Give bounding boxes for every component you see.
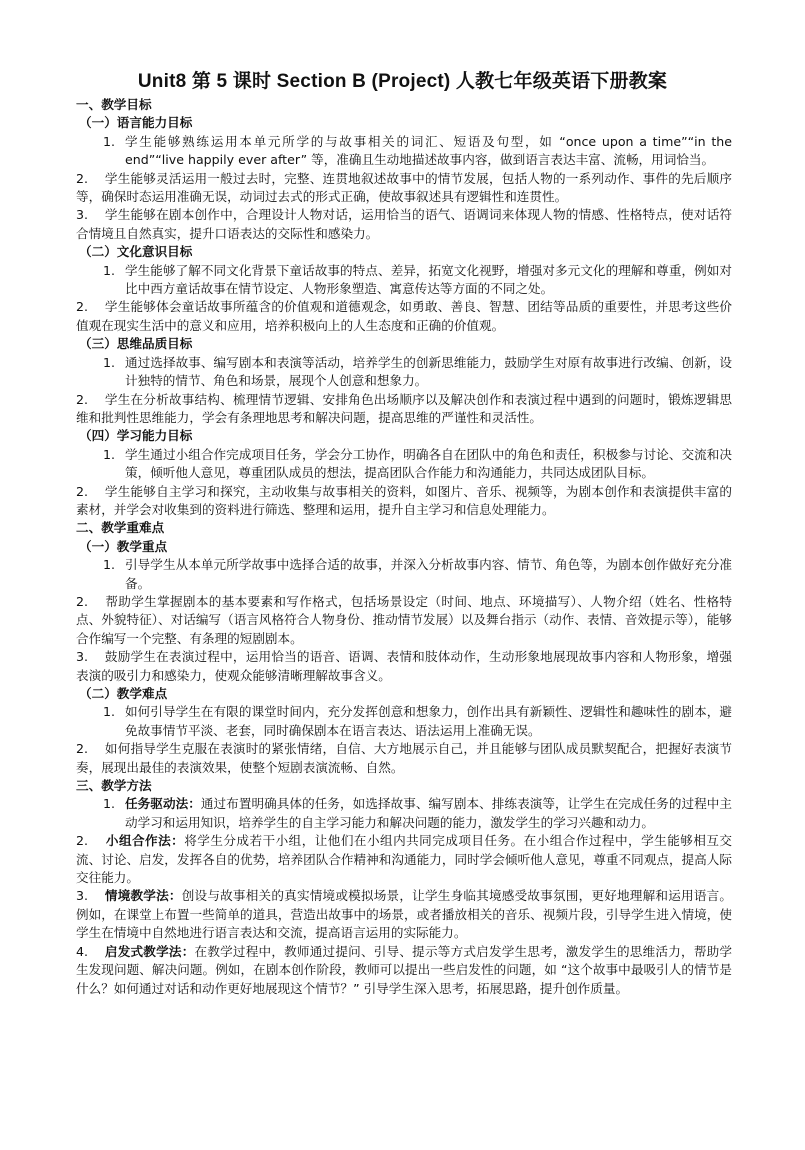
list-number: 4. <box>76 943 89 959</box>
paragraph <box>76 206 732 243</box>
paragraph <box>76 887 732 942</box>
subsection-heading: （二）文化意识目标 <box>79 244 193 260</box>
list-number: 2. <box>76 833 89 849</box>
list-number: 2. <box>76 299 89 315</box>
paragraph <box>76 943 732 998</box>
paragraph-text: 学生能够在剧本创作中，合理设计人物对话，运用恰当的语气、语调词来体现人物的情感、性格特点，使对话符合情境且自然真实，提升口语表达的交际性和感染力。 <box>76 207 733 241</box>
list-number: 3. <box>76 207 89 223</box>
paragraph <box>76 832 732 887</box>
list-number: 3. <box>76 888 89 904</box>
page-title: Unit8 第 5 课时 Section B (Project) 人教七年级英语下册教案 <box>137 71 668 92</box>
paragraph <box>76 483 732 520</box>
method-name: 小组合作法： <box>105 833 185 849</box>
paragraph <box>76 298 732 335</box>
list-text: 通过选择故事、编写剧本和表演等活动，培养学生的创新思维能力，鼓励学生对原有故事进行改编、创新，设计独特的情节、角色和场景，展现个人创意和想象力。 <box>125 354 732 389</box>
list-text: 学生能够了解不同文化背景下童话故事的特点、差异，拓宽文化视野，增强对多元文化的理解和尊重，例如对比中西方童话故事在情节设定、人物形象塑造、寓意传达等方面的不同之处。 <box>125 262 732 297</box>
subsection-heading: （二）教学难点 <box>79 686 168 701</box>
list-number: 1. <box>102 446 115 462</box>
list-text <box>123 795 732 832</box>
paragraph <box>76 648 732 685</box>
subsection-heading: （一）语言能力目标 <box>79 115 193 131</box>
paragraph-text: 学生在分析故事结构、梳理情节逻辑、安排角色出场顺序以及解决创作和表演过程中遇到的问题时，锻炼逻辑思维和批判性思维能力，学会有条理地思考和解决问题，提高思维的严谨性和灵活性。 <box>76 391 733 425</box>
paragraph-text: 如何指导学生克服在表演时的紧张情绪，自信、大方地展示自己，并且能够与团队成员默契配合，把握好表演节奏，展现出最佳的表演效果，使整个短剧表演流畅、自然。 <box>76 741 733 775</box>
paragraph-text: 学生能够体会童话故事所蕴含的价值观和道德观念，如勇敢、善良、智慧、团结等品质的重要性，并思考这些价值观在现实生活中的意义和应用，培养积极向上的人生态度和正确的价值观。 <box>76 299 733 333</box>
paragraph-text: 鼓励学生在表演过程中，运用恰当的语音、语调、表情和肢体动作，生动形象地展现故事内容和人物形象，增强表演的吸引力和感染力，使观众能够清晰理解故事含义。 <box>76 649 733 683</box>
subsection-heading: （一）教学重点 <box>79 538 168 554</box>
list-number: 3. <box>76 649 89 665</box>
list-item <box>79 446 732 483</box>
paragraph <box>76 740 732 777</box>
method-name: 任务驱动法： <box>125 796 201 812</box>
list-number: 2. <box>76 170 89 186</box>
list-number: 1. <box>102 262 115 278</box>
method-description: 在教学过程中，教师通过提问、引导、提示等方式启发学生思考，激发学生的思维活力，帮助学生发现问题、解决问题。例如，在剧本创作阶段，教师可以提出一些启发性的问题，如 “这个故事中最吸引人的情节是什么？如何通过对话和动作更好地展现这个情节？” 引导学生深入思考，拓展思路，提升创作质量。 <box>76 943 733 996</box>
list-text: 学生能够熟练运用本单元所学的与故事相关的词汇、短语及句型，如 “once upon a time”“in the end”“live happily ever after” 等，准确且生动地描述故事内容，做到语言表达丰富、流畅，用词恰当。 <box>125 133 732 168</box>
list-item <box>79 703 732 740</box>
paragraph-text: 学生能够灵活运用一般过去时，完整、连贯地叙述故事中的情节发展，包括人物的一系列动作、事件的先后顺序等，确保时态运用准确无误，动词过去式的形式正确，使故事叙述具有逻辑性和连贯性。 <box>76 170 733 205</box>
section-heading: 二、教学重难点 <box>76 520 165 536</box>
list-number: 1. <box>102 796 115 812</box>
paragraph-text: 学生能够自主学习和探究，主动收集与故事相关的资料，如图片、音乐、视频等，为剧本创作和表演提供丰富的素材，并学会对收集到的资料进行筛选、整理和运用，提升自主学习和信息处理能力。 <box>76 483 733 517</box>
list-number: 1. <box>102 133 115 149</box>
section-heading: 三、教学方法 <box>76 778 152 794</box>
subsection-heading: （四）学习能力目标 <box>79 428 193 444</box>
list-item <box>79 556 732 593</box>
list-item <box>79 354 732 391</box>
list-text: 学生通过小组合作完成项目任务，学会分工协作，明确各自在团队中的角色和责任，积极参与讨论、交流和决策，倾听他人意见，尊重团队成员的想法，提高团队合作能力和沟通能力，共同达成团队目标。 <box>125 446 732 481</box>
paragraph <box>76 391 732 428</box>
paragraph <box>76 593 732 648</box>
list-number: 2. <box>76 741 89 757</box>
list-number: 2. <box>76 483 89 499</box>
list-number: 1. <box>102 704 115 720</box>
method-description: 通过布置明确具体的任务，如选择故事、编写剧本、排练表演等，让学生在完成任务的过程中主动学习和运用知识，培养学生的自主学习能力和解决问题的能力，激发学生的学习兴趣和动力。 <box>125 796 733 830</box>
list-item <box>79 133 732 170</box>
list-number: 2. <box>76 593 89 609</box>
method-name: 情境教学法： <box>104 888 182 904</box>
subsection-heading: （三）思维品质目标 <box>79 336 193 352</box>
list-number: 1. <box>102 354 115 370</box>
document-body <box>76 96 732 998</box>
method-description: 将学生分成若干小组，让他们在小组内共同完成项目任务。在小组合作过程中，学生能够相互交流、讨论、启发，发挥各自的优势，培养团队合作精神和沟通能力，同时学会倾听他人意见，尊重不同观点，提高人际交往能力。 <box>76 833 733 886</box>
list-item <box>79 262 732 299</box>
list-text: 引导学生从本单元所学故事中选择合适的故事，并深入分析故事内容、情节、角色等，为剧本创作做好充分准备。 <box>125 557 732 591</box>
paragraph-text: 帮助学生掌握剧本的基本要素和写作格式，包括场景设定（时间、地点、环境描写）、人物介绍（姓名、性格特点、外貌特征）、对话编写（语言风格符合人物身份、推动情节发展）以及舞台指示（动作、表情、音效提示等），能够合作编写一个完整、有条理的短剧剧本。 <box>76 593 733 646</box>
method-name: 启发式教学法： <box>104 943 195 959</box>
list-number: 1. <box>102 557 115 573</box>
section-heading: 一、教学目标 <box>76 97 152 112</box>
method-description: 创设与故事相关的真实情境或模拟场景，让学生身临其境感受故事氛围，更好地理解和运用语言。例如，在课堂上布置一些简单的道具，营造出故事中的场景，或者播放相关的音乐、视频片段，引导学生进入情境，使学生在情境中自然地进行语言表达和交流，提高语言运用的实际能力。 <box>76 888 733 941</box>
list-item <box>79 795 732 832</box>
list-text: 如何引导学生在有限的课堂时间内，充分发挥创意和想象力，创作出具有新颖性、逻辑性和趣味性的剧本，避免故事情节平淡、老套，同时确保剧本在语言表达、语法运用上准确无误。 <box>125 704 732 738</box>
paragraph <box>76 170 732 207</box>
list-number: 2. <box>76 391 89 407</box>
